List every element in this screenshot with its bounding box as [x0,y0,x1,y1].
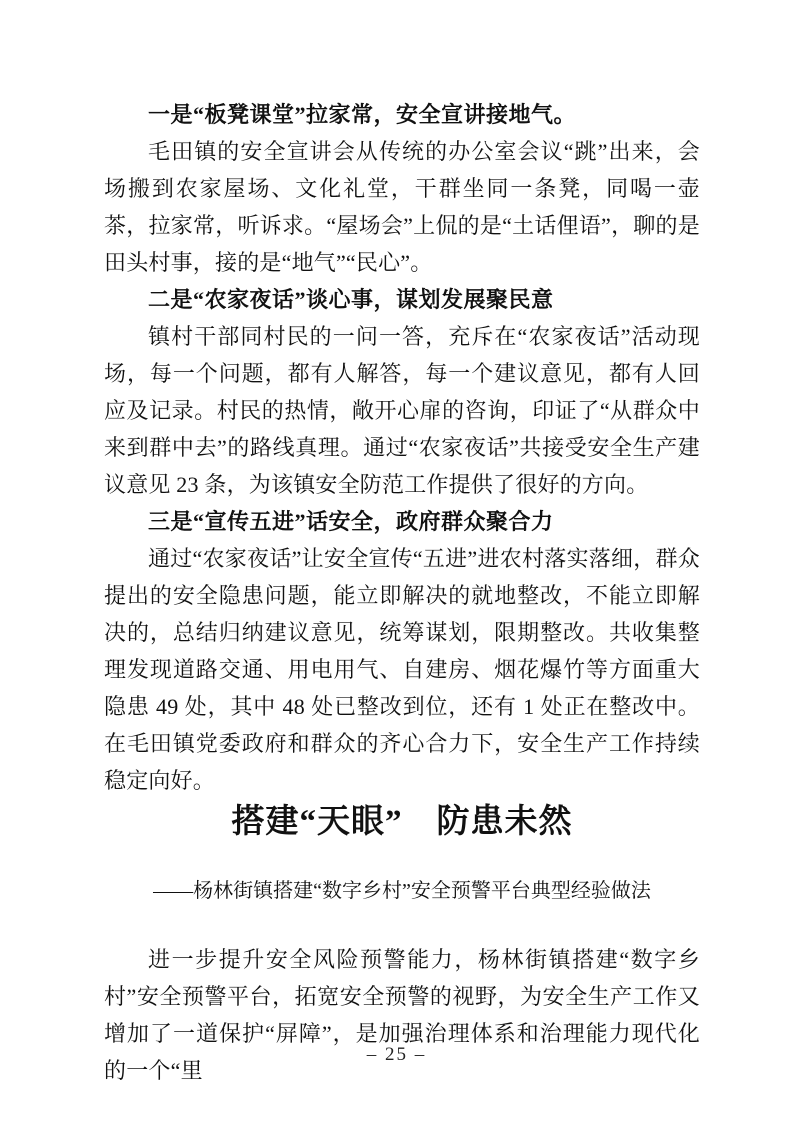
page-number: – 25 – [366,1044,427,1065]
section2-heading: 二是“农家夜话”谈心事，谋划发展聚民意 [148,287,554,312]
section3-paragraph: 通过“农家夜话”让安全宣传“五进”进农村落实落细，群众提出的安全隐患问题，能立即解决的就地整改，不能立即解决的，总结归纳建议意见，统筹谋划，限期整改。共收集整理发现道路交通、用电用气、自建房、烟花爆竹等方面重大隐患 49 处，其中 48 处已整改到位，还有 1 处正在整改中。在毛田镇党委政府和群众的齐心合力下，安全生产工作持续稳定向好。 [104,546,700,793]
section2-paragraph: 镇村干部同村民的一问一答，充斥在“农家夜话”活动现场，每一个问题，都有人解答，每一个建议意见，都有人回应及记录。村民的热情，敞开心扉的咨询，印证了“从群众中来到群中去”的路线真理。通过“农家夜话”共接受安全生产建议意见 23 条，为该镇安全防范工作提供了很好的方向。 [104,324,700,497]
article-paragraph: 进一步提升安全风险预警能力，杨林街镇搭建“数字乡村”安全预警平台，拓宽安全预警的视野，为安全生产工作又增加了一道保护“屏障”，是加强治理体系和治理能力现代化的一个“里 [104,947,700,1083]
section1-paragraph: 毛田镇的安全宣讲会从传统的办公室会议“跳”出来，会场搬到农家屋场、文化礼堂，干群坐同一条凳，同喝一壶茶，拉家常，听诉求。“屋场会”上侃的是“土话俚语”，聊的是田头村事，接的是“地气”“民心”。 [104,139,700,275]
article-subtitle: ——杨林街镇搭建“数字乡村”安全预警平台典型经验做法 [153,880,651,902]
section1-heading: 一是“板凳课堂”拉家常，安全宣讲接地气。 [148,102,577,127]
article-title: 搭建“天眼” 防患未然 [231,804,573,840]
section3-heading: 三是“宣传五进”话安全，政府群众聚合力 [148,509,554,534]
